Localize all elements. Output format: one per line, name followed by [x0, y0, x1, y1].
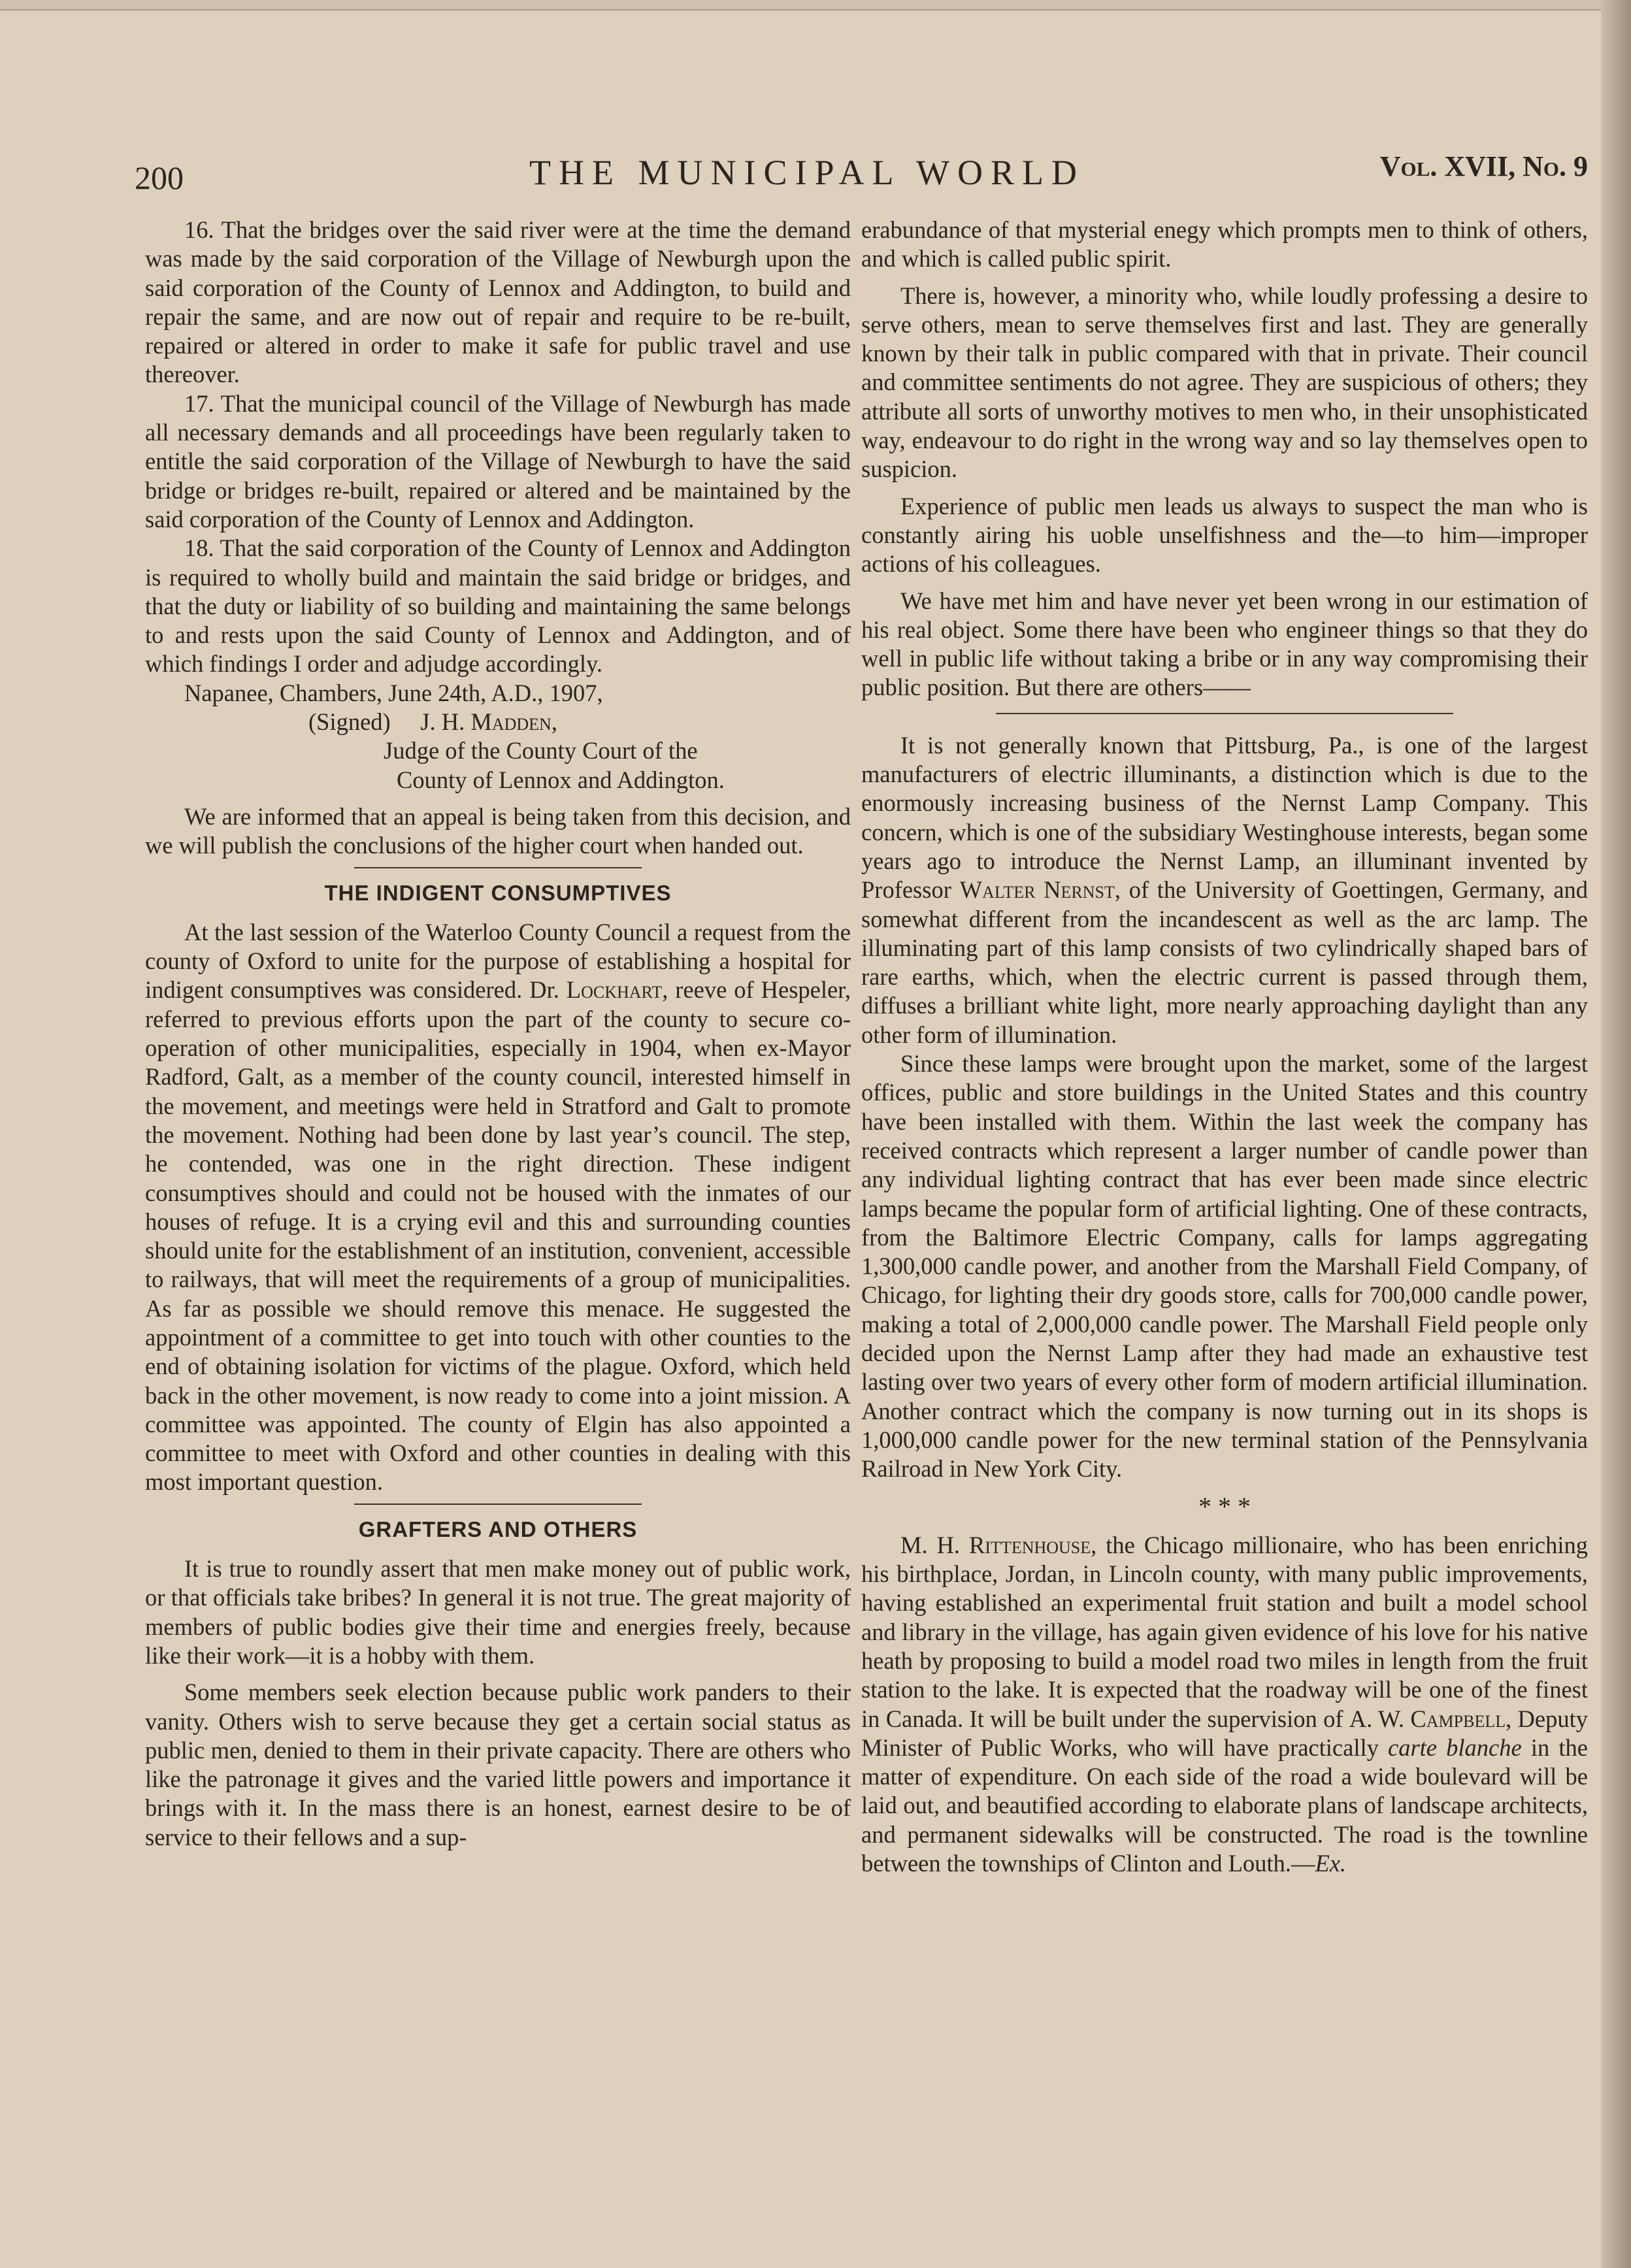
signature-line	[145, 708, 851, 736]
heading-grafters-and-others: GRAFTERS AND OTHERS	[358, 1517, 638, 1541]
campbell-name: A. W. Campbell,	[1349, 1705, 1512, 1732]
judge-line-2: County of Lennox and Addington.	[397, 766, 725, 793]
rittenhouse-text-c: in the matter of expenditure. On each side of the road a wide boulevard will be laid out, and beautified according to elaborate plans of landscape architects, and permanent sidewalks will be constructed. The road is the townline between the townships of Clinton and Louth.—	[861, 1734, 1589, 1877]
page-header	[131, 147, 1588, 199]
source-ex: Ex.	[1315, 1850, 1347, 1877]
paragraph-16: 16. That the bridges over the said river were at the time the demand was made by the said corporation of the Village of Newburgh upon the said corporation of the County of Lennox and Addington, to build and repair the same, and are now out of repair and require to be re-built, repaired or altered in order to make it safe for public travel and use thereover.	[145, 216, 851, 388]
volume-number: Vol. XVII, No. 9	[1379, 150, 1588, 182]
top-edge	[0, 0, 1631, 10]
carte-blanche: carte blanche	[1388, 1734, 1522, 1761]
section-divider	[354, 867, 642, 868]
masthead-title: THE MUNICIPAL WORLD	[529, 153, 1085, 192]
grafters-paragraph-2: Some members seek election because public work panders to their vanity. Others wish to serve because they get a certain social status as public men, denied to them in their private capacity. There are others who like the patronage it gives and the varied little powers and importance it brings with it. In the mass there is an honest, earnest desire to be of service to their fellows and a sup-	[145, 1679, 851, 1850]
nernst-name: Walter Nernst,	[959, 876, 1121, 904]
right-column	[861, 216, 1588, 1878]
asterism-divider: * * *	[1198, 1492, 1251, 1522]
rittenhouse-text-a: the Chicago millionaire, who has been enriching his birthplace, Jordan, in Lincoln county, with many public improvements, having established an experimental fruit station and built a model school and library in the village, has again given evidence of his love for his native heath by proposing to build a model road two miles in length from the fruit station to the lake. It is expected that the roadway will be one of the finest in Canada. It will be built under the supervision of	[861, 1531, 1588, 1732]
judge-line-1: Judge of the County Court of the	[384, 737, 698, 764]
section-divider	[354, 1504, 642, 1505]
nernst-text-a: It is not generally known that Pittsburg, Pa., is one of the largest manufacturers of electric illuminants, a distinction which is due to the enormously increasing business of the Nernst Lamp Company. This concern, which is one of the subsidiary Westinghouse interests, began some years ago to introduce the Nernst Lamp, an illuminant invented by Professor	[861, 731, 1588, 904]
grafters-paragraph-4: Experience of public men leads us always to suspect the man who is constantly airing his uoble unselfishness and the—to him—improper actions of his colleagues.	[861, 492, 1588, 578]
indigent-name: Lockhart,	[566, 976, 668, 1004]
article-nernst-lamp	[861, 731, 1588, 1049]
paragraph-17: 17. That the municipal council of the Village of Newburgh has made all necessary demands and all proceedings have been regularly taken to entitle the said corporation of the Village of Newburgh to have the said bridge or bridges re-built, repaired or altered and be maintained by the said corporation of the County of Lennox and Addington.	[145, 389, 851, 533]
appeal-note: We are informed that an appeal is being taken from this decision, and we will publish the conclusions of the higher court when handed out.	[145, 802, 851, 859]
page-number: 200	[135, 159, 184, 196]
grafters-paragraph-3: There is, however, a minority who, while loudly professing a desire to serve others, mean to serve themselves first and last. They are generally known by their talk in public compared with that in private. Their council and committee sentiments do not agree. They are suspicious of others; they attribute all sorts of unworthy motives to men who, in their unsophisticated way, endeavour to do right in the wrong way and so lay themselves open to suspicion.	[861, 282, 1588, 483]
nernst-text-b: of the University of Goettingen, Germany, and somewhat different from the incandescent as well as the arc lamp. The illuminating part of this lamp consists of two cylindrically shaped bars of rare earths, which, when the electric current is passed through them, diffuses a brilliant white light, more nearly approaching daylight than any other form of illumination.	[861, 876, 1589, 1048]
dateline: Napanee, Chambers, June 24th, A.D., 1907,	[184, 679, 603, 706]
heading-indigent-consumptives: THE INDIGENT CONSUMPTIVES	[324, 880, 672, 905]
signed-name: J. H. Madden,	[420, 708, 557, 736]
page-binding	[1601, 0, 1631, 2268]
signed-label: (Signed)	[308, 708, 391, 736]
rittenhouse-name: M. H. Rittenhouse,	[900, 1531, 1097, 1558]
article-rittenhouse	[861, 1531, 1588, 1879]
rittenhouse-text-b: Deputy Minister of Public Works, who will have practically	[861, 1705, 1588, 1761]
grafters-continuation: erabundance of that mysterial enegy which prompts men to think of others, and which is called public spirit.	[861, 216, 1588, 272]
left-column	[145, 216, 851, 1852]
indigent-text-b: reeve of Hespeler, referred to previous efforts upon the part of the county to secure co-operation of other municipalities, especially in 1904, when ex-Mayor Radford, Galt, as a member of the county council, interested himself in the movement, and meetings were held in Stratford and Galt to promote the movement. Nothing had been done by last year’s council. The step, he contended, was one in the right direction. These indigent consumptives should and could not be housed with the inmates of our houses of refuge. It is a crying evil and this and surrounding counties should unite for the establishment of an institution, convenient, accessible to railways, that will meet the requirements of a group of municipalities. As far as possible we should remove this menace. He suggested the appointment of a committee to get into touch with other counties to the end of obtaining isolation for victims of the plague. Oxford, which held back in the other movement, is now ready to come into a joint mission. A committee was appointed. The county of Elgin has also appointed a committee to meet with Oxford and other counties in dealing with this most important question.	[145, 976, 851, 1496]
grafters-paragraph-5: We have met him and have never yet been wrong in our estimation of his real object. Some there have been who engineer things so that they do well in public life without taking a bribe or in any way compromising their public position. But there are others——	[861, 587, 1588, 701]
grafters-paragraph-1: It is true to roundly assert that men make money out of public work, or that officials take bribes? In general it is not true. The great majority of members of public bodies give their time and energies freely, because like their work—it is a hobby with them.	[145, 1555, 851, 1669]
nernst-paragraph-2: Since these lamps were brought upon the market, some of the largest offices, public and store buildings in the United States and this country have been installed with them. Within the last week the company has received contracts which represent a larger number of candle power than any individual lighting contract that has ever been made since electric lamps became the popular form of artificial lighting. One of these contracts, from the Baltimore Electric Company, calls for lamps aggregating 1,300,000 candle power, and another from the Marshall Field Company, of Chicago, for lighting their dry goods store, calls for 700,000 candle power, making a total of 2,000,000 candle power. The Marshall Field people only decided upon the Nernst Lamp after they had made an exhaustive test lasting over two years of every other form of modern artificial illumination. Another contract which the company is now turning out in its shops is 1,000,000 candle power for the new terminal station of the Pennsylvania Railroad in New York City.	[861, 1050, 1588, 1483]
indigent-text-a: At the last session of the Waterloo County Council a request from the county of Oxford to unite for the purpose of establishing a hospital for indigent consumptives was considered. Dr.	[145, 918, 851, 1004]
section-divider	[996, 713, 1453, 714]
article-indigent-consumptives	[145, 918, 851, 1497]
paragraph-18: 18. That the said corporation of the County of Lennox and Addington is required to wholly build and maintain the said bridge or bridges, and that the duty or liability of so building and maintaining the same belongs to and rests upon the said County of Lennox and Addington, and of which findings I order and adjudge accordingly.	[145, 534, 851, 678]
